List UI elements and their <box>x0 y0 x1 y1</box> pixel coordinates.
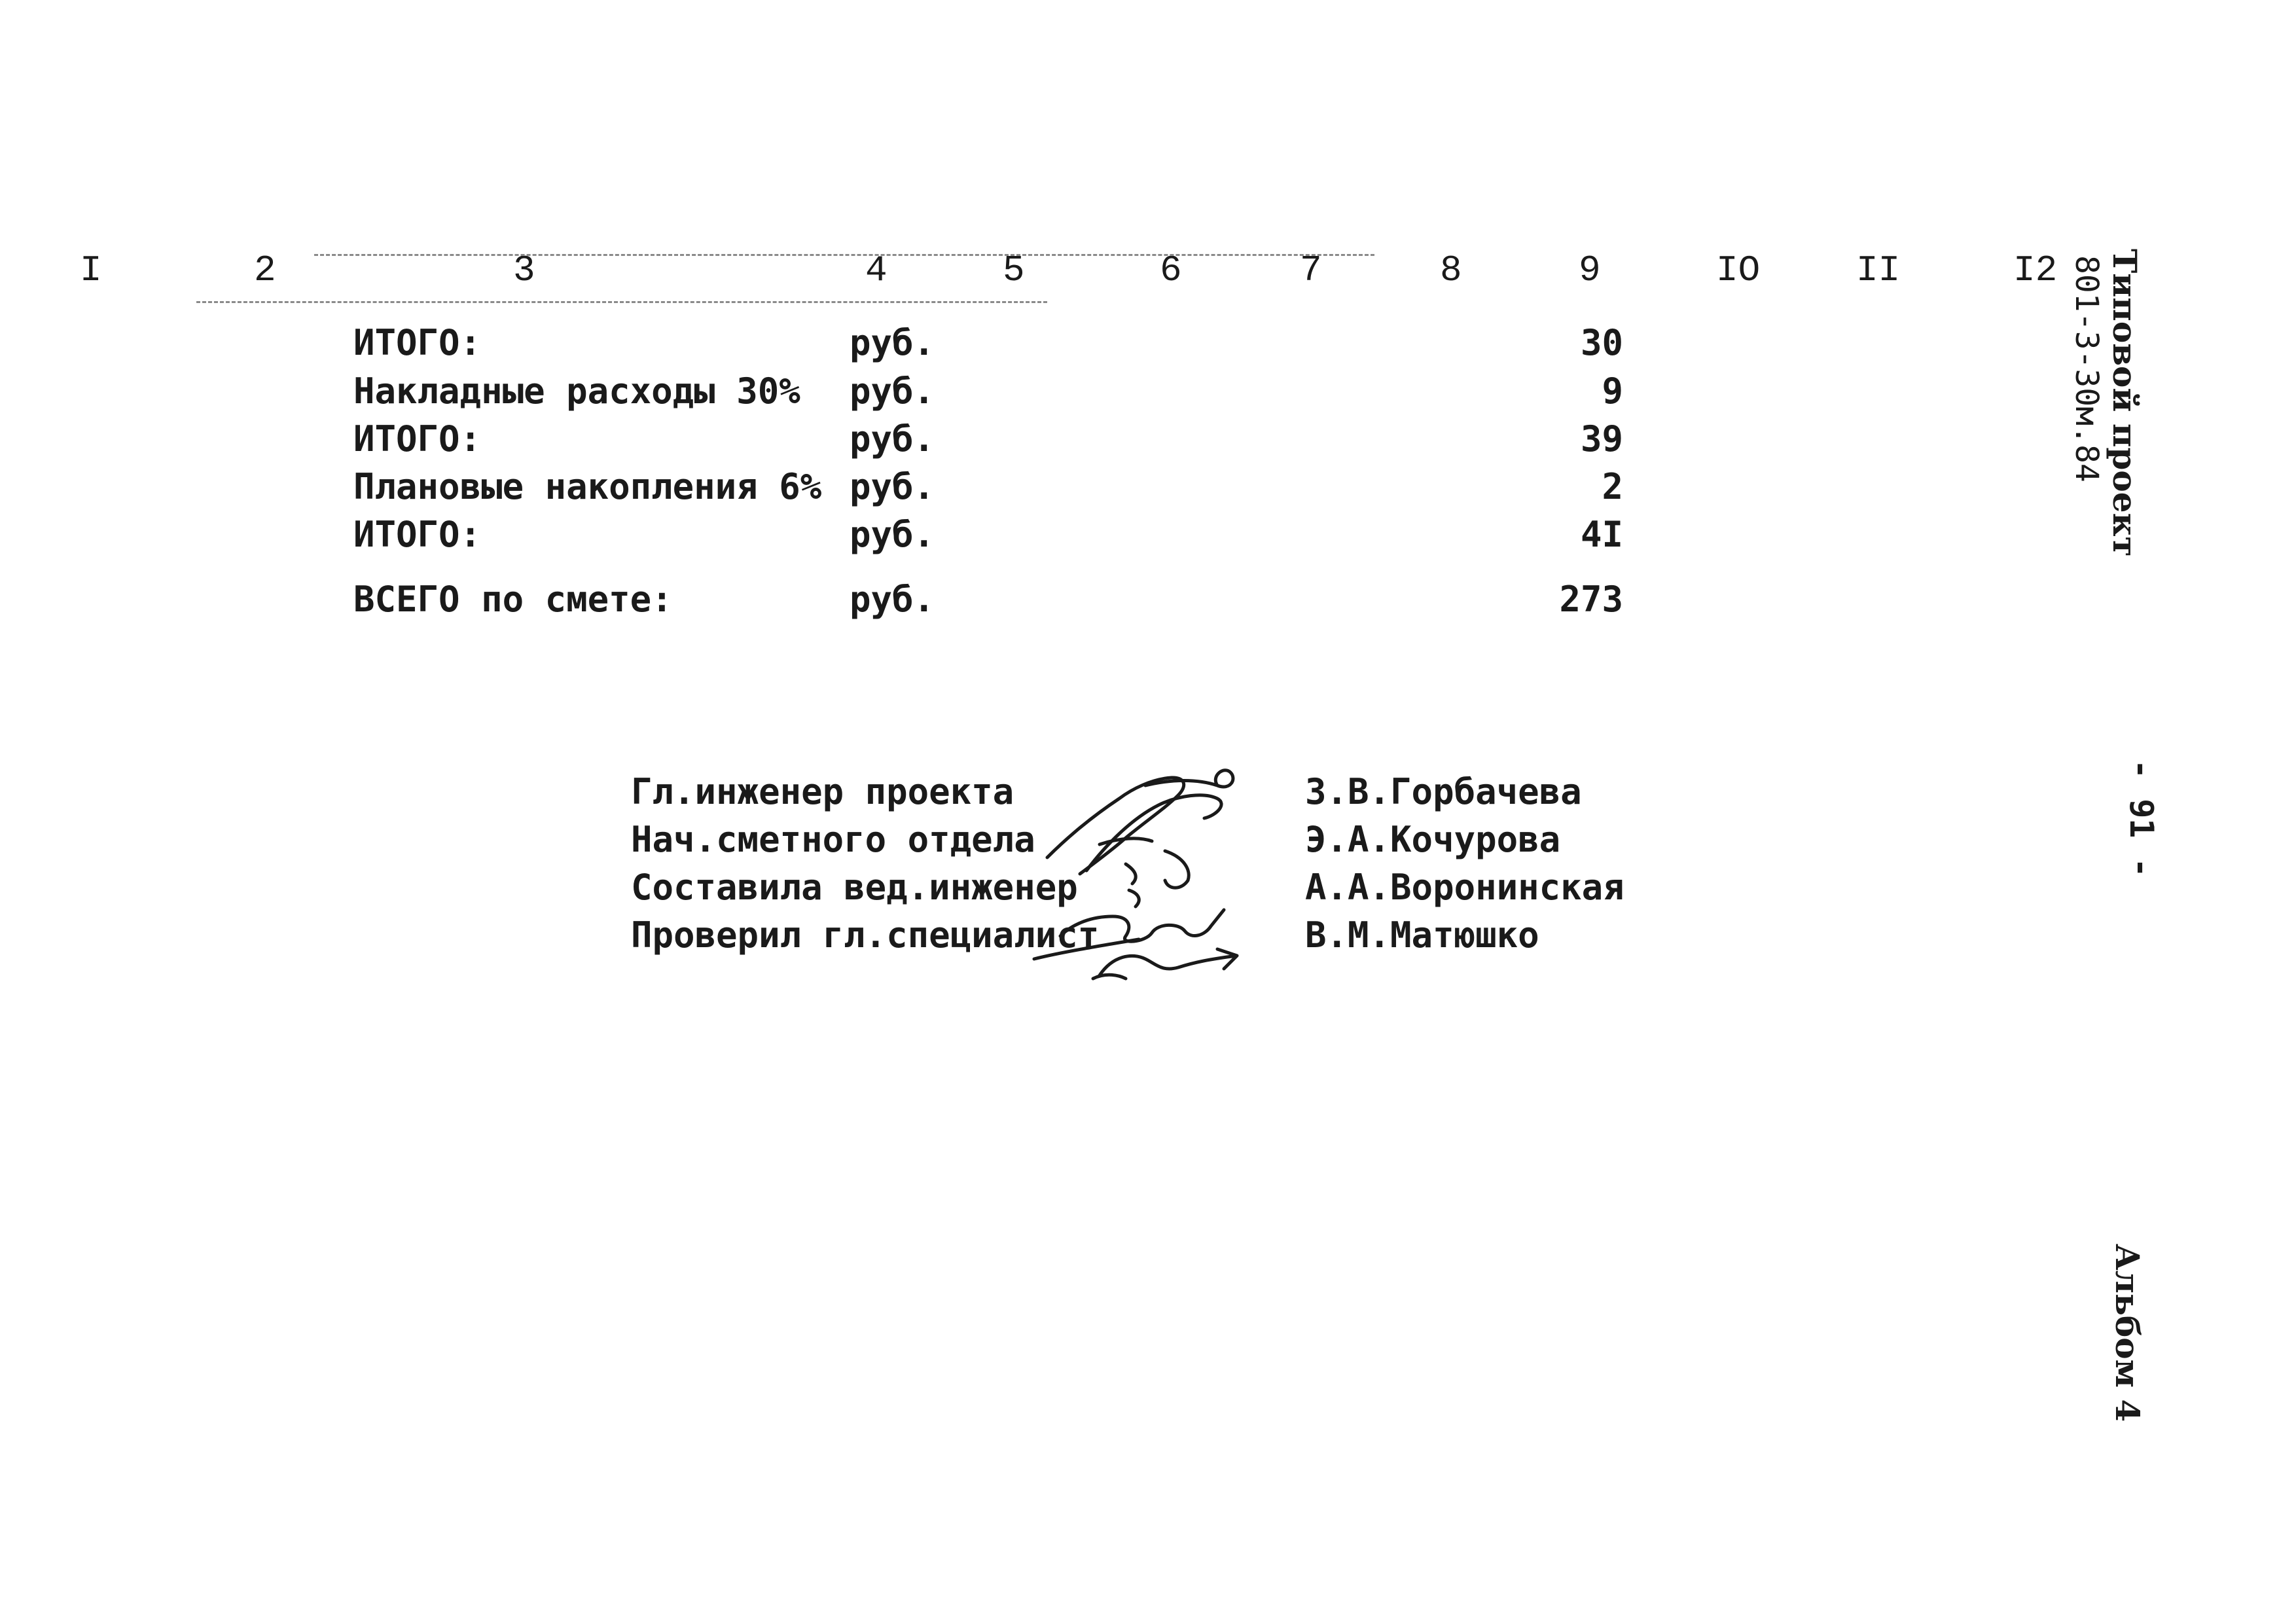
album-label: Альбом 4 <box>2108 1244 2147 1422</box>
header-top-rule <box>314 254 1374 256</box>
row-label: ВСЕГО по смете: <box>353 579 673 620</box>
signature-name: В.М.Матюшко <box>1305 914 1539 956</box>
column-header-6: 6 <box>1160 249 1182 291</box>
row-value: 9 <box>1602 370 1623 412</box>
signature-name: З.В.Горбачева <box>1305 771 1582 812</box>
row-unit: руб. <box>850 466 935 507</box>
column-header-8: 8 <box>1440 249 1462 291</box>
row-value: 273 <box>1559 579 1623 620</box>
row-label: Накладные расходы 30% <box>353 370 800 412</box>
row-value: 30 <box>1580 322 1623 363</box>
row-label: ИТОГО: <box>353 514 482 555</box>
column-header-9: 9 <box>1579 249 1601 291</box>
handwritten-signatures <box>1021 759 1283 982</box>
row-unit: руб. <box>850 322 935 363</box>
column-header-11: II <box>1856 249 1901 291</box>
row-unit: руб. <box>850 579 935 620</box>
project-title: Типовой проект <box>2106 249 2144 557</box>
row-label: ИТОГО: <box>353 418 482 460</box>
row-unit: руб. <box>850 418 935 460</box>
column-header-7: 7 <box>1300 249 1322 291</box>
signature-role: Составила вед.инженер <box>631 867 1078 908</box>
signature-role: Гл.инженер проекта <box>631 771 1014 812</box>
signature-role: Проверил гл.специалист <box>631 914 1100 956</box>
signature-name: Э.А.Кочурова <box>1305 819 1561 860</box>
row-value: 4I <box>1580 514 1623 555</box>
column-header-2: 2 <box>254 249 276 291</box>
column-header-12: I2 <box>2013 249 2058 291</box>
signature-role: Нач.сметного отдела <box>631 819 1035 860</box>
row-label: ИТОГО: <box>353 322 482 363</box>
row-value: 2 <box>1602 466 1623 507</box>
column-header-1: I <box>80 249 102 291</box>
column-header-10: IO <box>1716 249 1761 291</box>
row-unit: руб. <box>850 514 935 555</box>
row-label: Плановые накопления 6% <box>353 466 822 507</box>
project-code: 801-3-30м.84 <box>2068 255 2105 482</box>
signature-name: А.А.Воронинская <box>1305 867 1624 908</box>
header-bottom-rule <box>196 301 1047 303</box>
page-number: - 91 - <box>2123 759 2161 878</box>
row-value: 39 <box>1580 418 1623 460</box>
row-unit: руб. <box>850 370 935 412</box>
column-header-5: 5 <box>1003 249 1025 291</box>
column-header-3: 3 <box>513 249 535 291</box>
column-header-4: 4 <box>865 249 888 291</box>
